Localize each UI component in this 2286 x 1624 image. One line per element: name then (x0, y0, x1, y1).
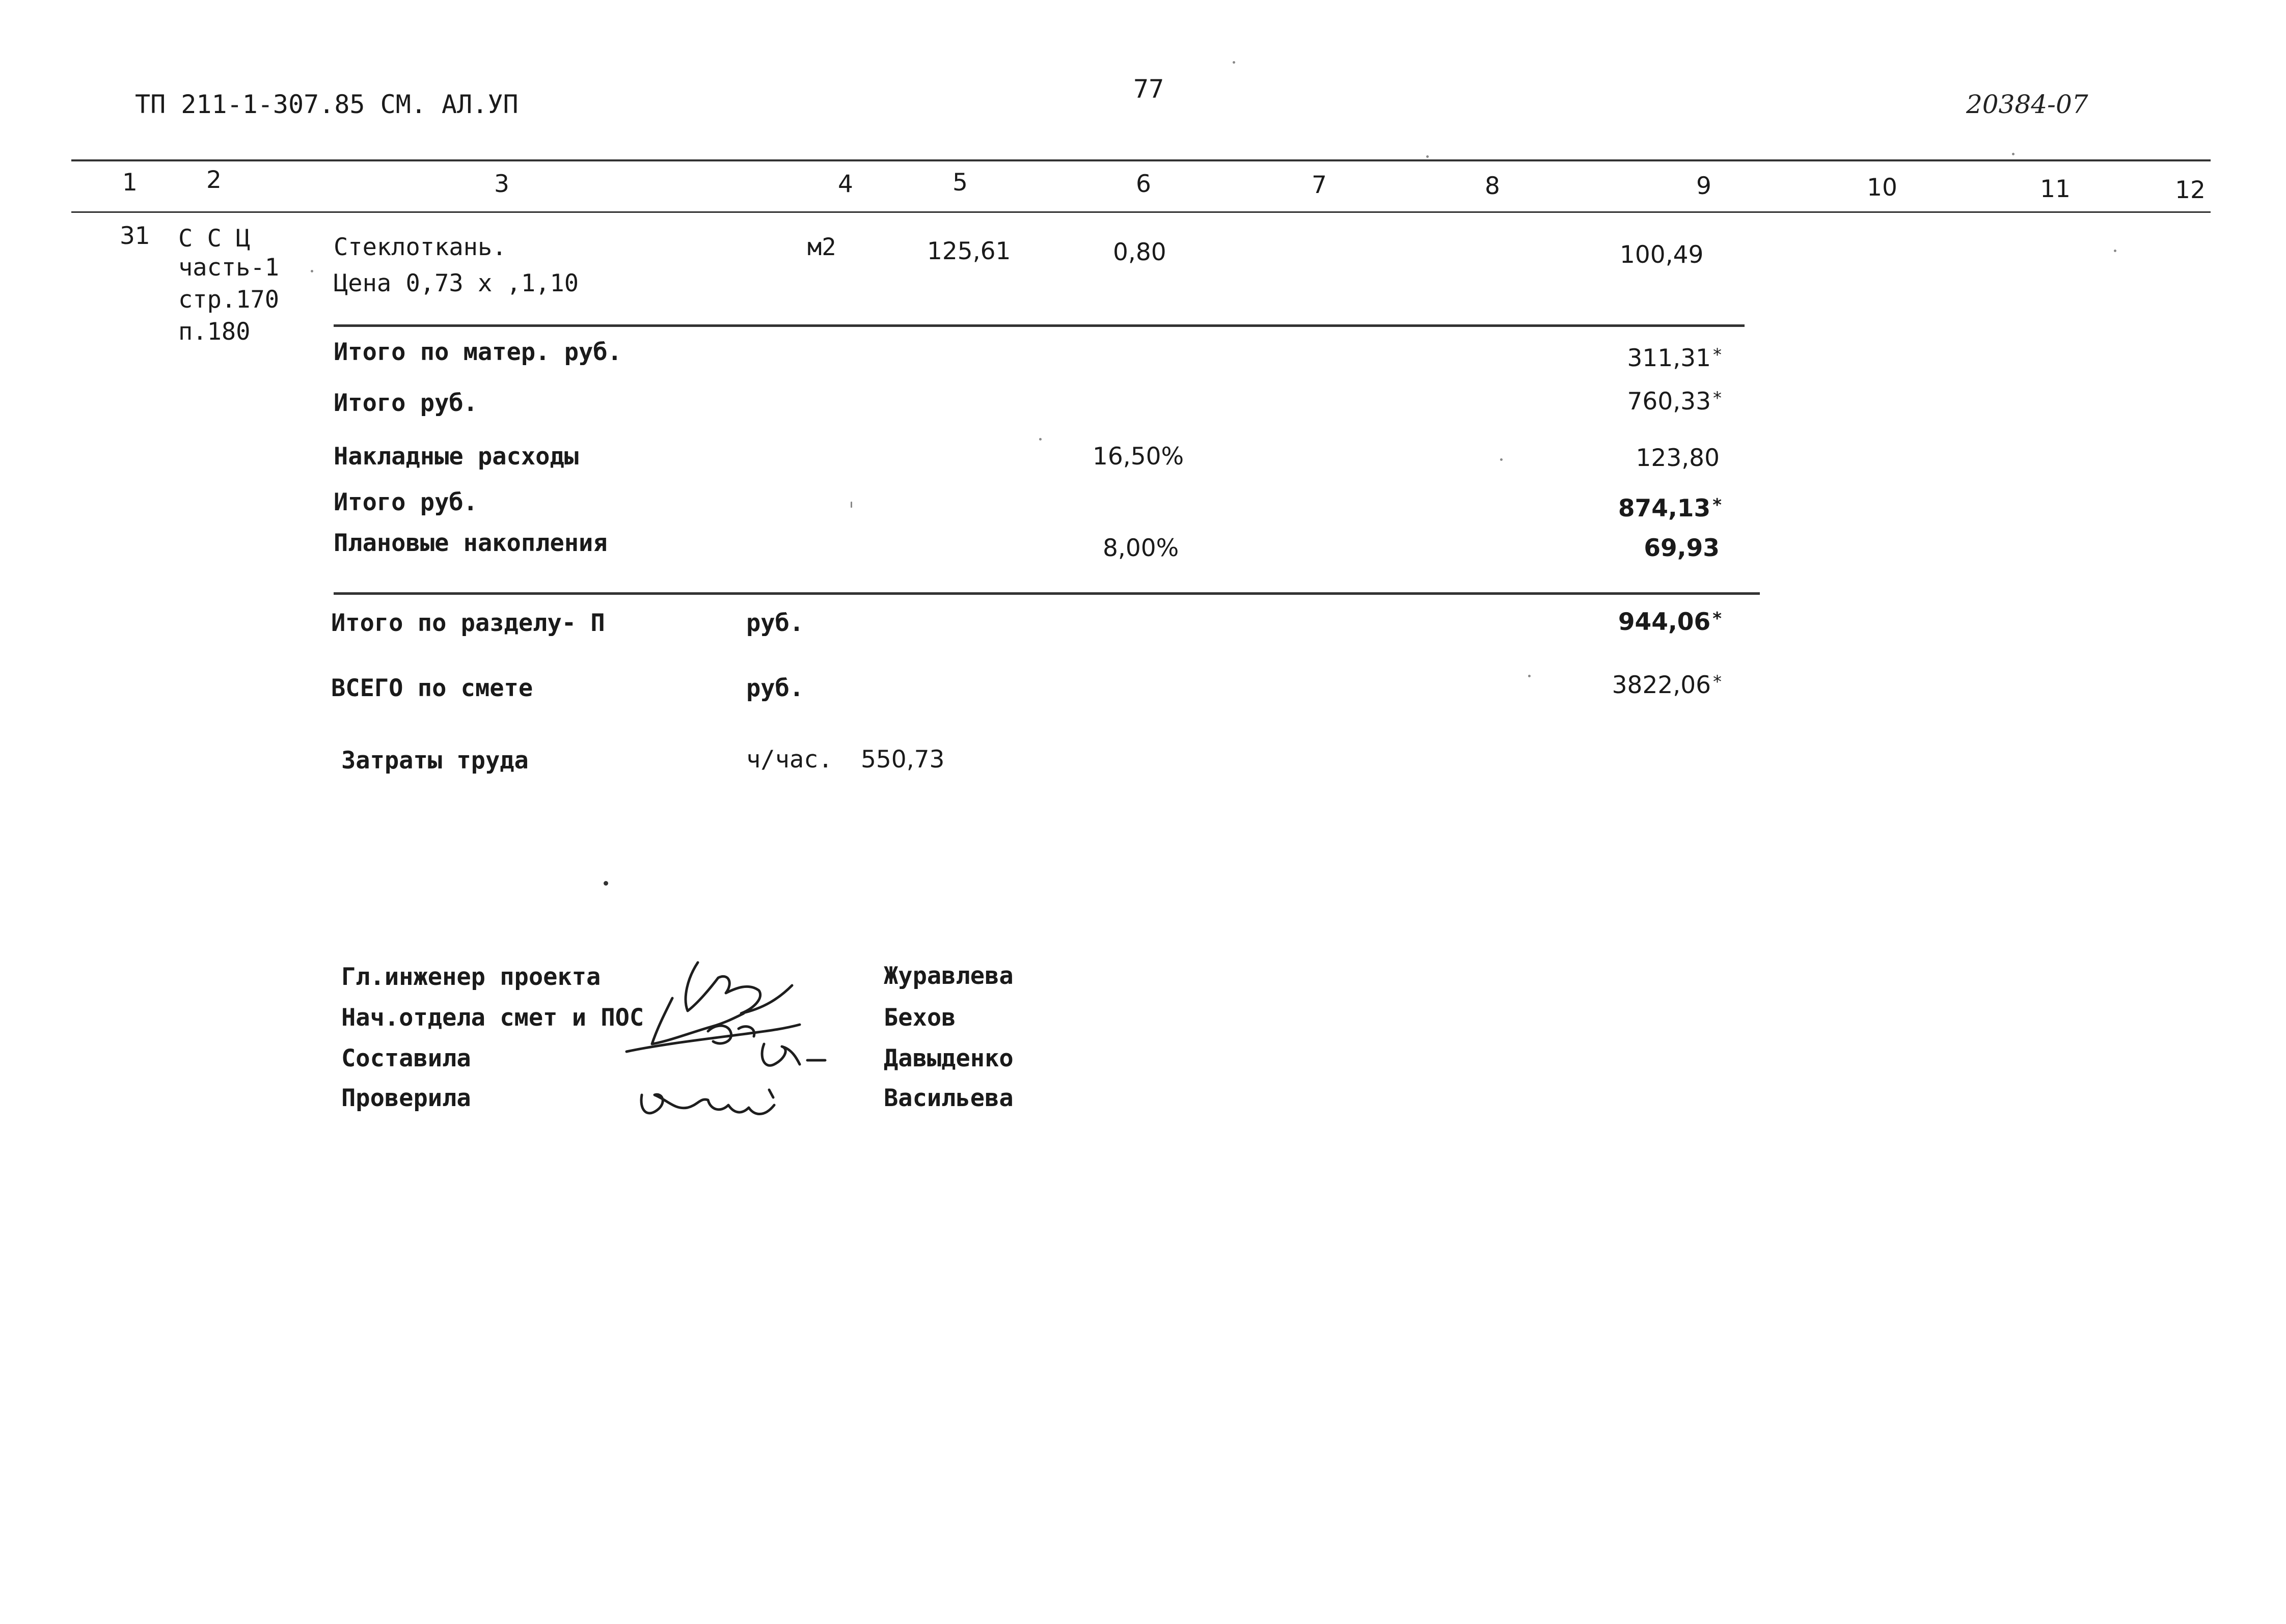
column-number: 7 (1312, 171, 1327, 199)
subtotal-value: 69,93 (1644, 534, 1720, 562)
scan-speck (1426, 155, 1429, 158)
subtotal-value: 311,31 * (1627, 344, 1722, 372)
header-rule-bottom (71, 211, 2211, 213)
signature-role: Составила (341, 1044, 471, 1072)
labor-label: Затраты труда (341, 747, 529, 775)
column-number: 3 (494, 170, 509, 198)
scan-speck (311, 270, 313, 272)
subtotal-label: Итого руб. (334, 488, 478, 516)
section-total-value: 944,06 * (1618, 608, 1722, 636)
subtotal-value: 760,33 * (1627, 388, 1722, 416)
item-total: 100,49 (1620, 241, 1704, 269)
subtotal-label: Итого по матер. руб. (334, 338, 622, 366)
column-number: 11 (2040, 175, 2071, 203)
signature-name: Давыденко (884, 1044, 1014, 1072)
signature-role: Нач.отдела смет и ПОС (341, 1004, 644, 1032)
subtotal-label: Накладные расходы (334, 443, 579, 471)
scan-speck (1039, 438, 1042, 441)
labor-unit: ч/час. (746, 746, 833, 774)
item-source-line: стр.170 (178, 286, 280, 314)
page-number: 77 (1133, 74, 1164, 104)
column-number: 5 (953, 169, 968, 197)
section-total-unit: руб. (746, 609, 804, 637)
scan-speck (1528, 675, 1531, 677)
section-total-label: Итого по разделу- П (331, 609, 605, 637)
column-number: 2 (206, 166, 222, 194)
item-source-line: С С Ц (178, 225, 251, 253)
grand-total-unit: руб. (746, 674, 804, 702)
signature-name: Бехов (884, 1004, 956, 1032)
column-number: 8 (1485, 172, 1500, 200)
item-name: Стеклоткань. (334, 233, 507, 261)
column-number: 10 (1867, 174, 1897, 202)
subtotal-value: 874,13 * (1618, 494, 1722, 522)
scan-speck (604, 881, 608, 886)
labor-value: 550,73 (861, 746, 945, 774)
item-number: 31 (120, 222, 150, 250)
grand-total-label: ВСЕГО по смете (331, 674, 533, 702)
column-number: 6 (1136, 170, 1151, 198)
item-source-line: п.180 (178, 318, 251, 346)
item-price: 0,80 (1113, 238, 1166, 266)
item-price-note: Цена 0,73 х ,1,10 (334, 269, 579, 297)
header-rule-top (71, 159, 2211, 161)
item-source-line: часть-1 (178, 254, 280, 282)
item-separator-rule (334, 324, 1745, 327)
column-number: 4 (838, 170, 853, 198)
column-number: 1 (122, 169, 138, 197)
section-separator-rule (334, 592, 1760, 595)
subtotal-percent: 16,50% (1093, 443, 1184, 471)
archive-number: 20384-07 (1966, 90, 2088, 119)
scan-speck (1233, 61, 1235, 64)
column-number: 12 (2175, 176, 2206, 204)
item-unit: м2 (807, 233, 836, 261)
subtotal-percent: 8,00% (1103, 534, 1179, 562)
scan-speck (2012, 153, 2015, 155)
signature-role: Гл.инженер проекта (341, 963, 601, 991)
scan-speck (2114, 250, 2116, 252)
subtotal-value: 123,80 (1636, 444, 1720, 472)
subtotal-label: Итого руб. (334, 389, 478, 417)
handwritten-signatures (611, 942, 856, 1136)
subtotal-label: Плановые накопления (334, 529, 608, 557)
column-number: 9 (1696, 172, 1711, 200)
document-code: ТП 211-1-307.85 СМ. АЛ.УП (135, 90, 519, 119)
item-quantity: 125,61 (927, 237, 1011, 265)
signature-role: Проверила (341, 1084, 471, 1112)
scan-speck (1500, 458, 1503, 461)
scan-speck (851, 502, 852, 508)
signature-name: Журавлева (884, 962, 1014, 990)
grand-total-value: 3822,06 * (1612, 671, 1722, 699)
signature-name: Васильева (884, 1084, 1014, 1112)
